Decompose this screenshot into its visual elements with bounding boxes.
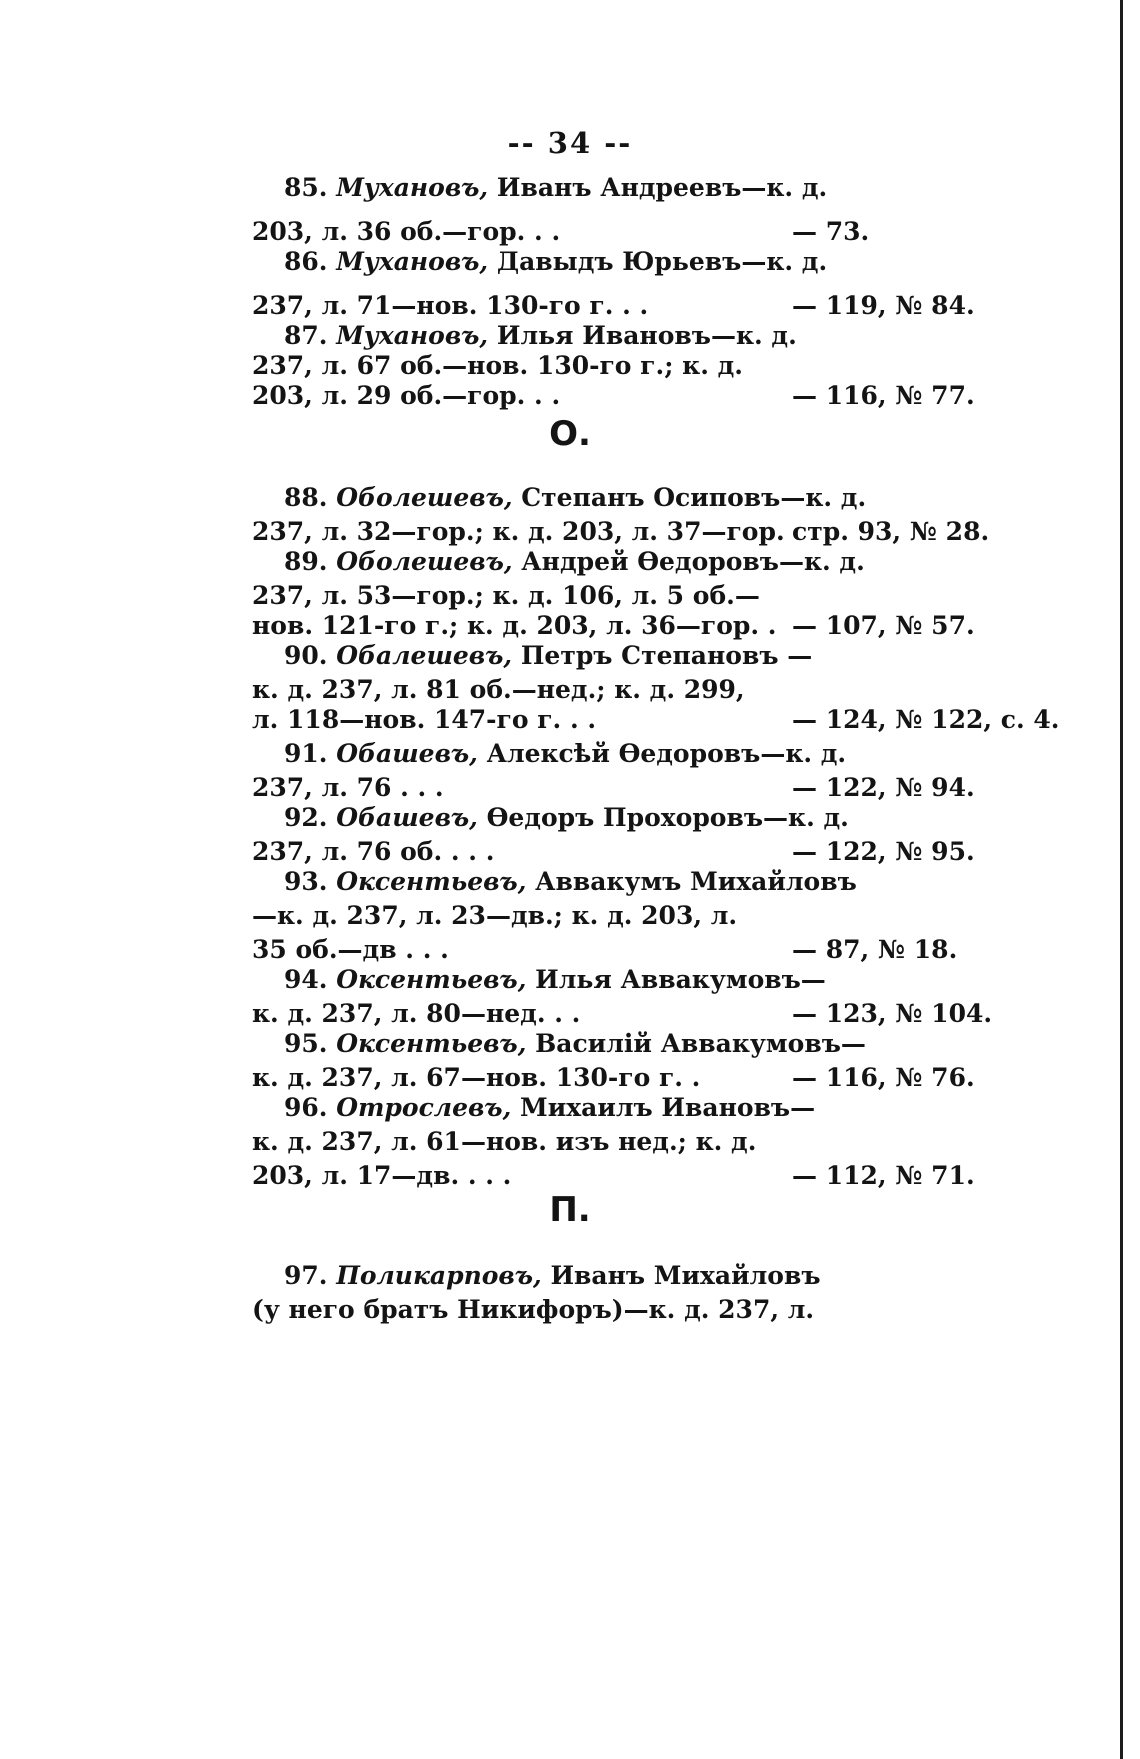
- entry-text: [284, 800, 849, 836]
- entry-text: [284, 244, 827, 280]
- entry-line: [252, 864, 992, 900]
- entry-details: 237, л. 67 об.—нов. 130-го г.; к. д.: [252, 351, 743, 380]
- entry-text: [284, 544, 865, 580]
- entry-surname: Оксентьевъ,: [336, 965, 527, 994]
- entry-text: [284, 638, 812, 674]
- entry-details: Михаилъ Ивановъ—: [511, 1093, 816, 1122]
- entry-details: Василій Аввакумовъ—: [526, 1029, 866, 1058]
- entry-details: Илья Аввакумовъ—: [526, 965, 826, 994]
- entry-details: 237, л. 76 . . .: [252, 773, 444, 802]
- entry-line: [252, 638, 992, 674]
- entry-reference: — 119, № 84.: [792, 291, 975, 320]
- entry-number: 97.: [284, 1261, 337, 1290]
- entry-details: к. д. 237, л. 61—нов. изъ нед.; к. д.: [252, 1127, 757, 1156]
- entry-text: [284, 736, 846, 772]
- page-number: -- 34 --: [507, 126, 633, 160]
- entry-text: [252, 1124, 756, 1160]
- entry-number: 88.: [284, 483, 337, 512]
- entry-line: [252, 1158, 992, 1194]
- entry-details: Андрей Өедоровъ—к. д.: [512, 547, 865, 576]
- entry-line: [252, 244, 992, 280]
- entry-details: Давыдъ Юрьевъ—к. д.: [488, 247, 828, 276]
- entry-line: [252, 1124, 992, 1160]
- entry-details: Иванъ Михайловъ: [541, 1261, 821, 1290]
- entry-text: [284, 1026, 866, 1062]
- entry-text: [252, 898, 737, 934]
- entry-number: 96.: [284, 1093, 337, 1122]
- entry-reference: — 107, № 57.: [792, 611, 975, 640]
- section-letter-heading: О.: [549, 414, 591, 454]
- entry-details: 35 об.—дв . . .: [252, 935, 449, 964]
- entry-surname: Мухановъ,: [336, 321, 489, 350]
- entry-details: к. д. 237, л. 81 об.—нед.; к. д. 299,: [252, 675, 745, 704]
- entry-number: 90.: [284, 641, 337, 670]
- entry-text: [284, 1090, 815, 1126]
- entry-details: к. д. 237, л. 67—нов. 130-го г. .: [252, 1063, 701, 1092]
- entry-details: Иванъ Андреевъ—к. д.: [488, 173, 828, 202]
- entry-line: [252, 378, 992, 414]
- entry-line: [252, 800, 992, 836]
- entry-details: л. 118—нов. 147-го г. . .: [252, 705, 597, 734]
- entry-details: 203, л. 29 об.—гор. . .: [252, 381, 561, 410]
- entry-number: 85.: [284, 173, 337, 202]
- entry-reference: — 116, № 77.: [792, 381, 975, 410]
- entry-text: [252, 1292, 814, 1328]
- section-letter-heading: П.: [549, 1190, 591, 1230]
- entry-line: [252, 702, 1060, 738]
- entry-line: [252, 1292, 992, 1328]
- entry-surname: Оболешевъ,: [336, 547, 513, 576]
- entry-details: —к. д. 237, л. 23—дв.; к. д. 203, л.: [252, 901, 738, 930]
- entry-reference: — 122, № 94.: [792, 773, 975, 802]
- entry-details: 203, л. 17—дв. . . .: [252, 1161, 512, 1190]
- entry-surname: Оксентьевъ,: [336, 867, 527, 896]
- entry-reference: — 122, № 95.: [792, 837, 975, 866]
- entry-number: 89.: [284, 547, 337, 576]
- entry-line: [252, 544, 992, 580]
- page-edge-line: [1120, 0, 1123, 1759]
- entry-details: Петръ Степановъ —: [512, 641, 813, 670]
- entry-line: [252, 898, 992, 934]
- entry-reference: стр. 93, № 28.: [792, 517, 990, 546]
- entry-text: [284, 962, 826, 998]
- entry-line: [252, 736, 992, 772]
- entry-surname: Обашевъ,: [336, 803, 478, 832]
- entry-details: 203, л. 36 об.—гор. . .: [252, 217, 561, 246]
- entry-surname: Обалешевъ,: [336, 641, 513, 670]
- entry-text: [284, 864, 857, 900]
- entry-surname: Мухановъ,: [336, 173, 489, 202]
- entry-reference: — 123, № 104.: [792, 999, 993, 1028]
- entry-number: 93.: [284, 867, 337, 896]
- entry-line: [252, 1258, 992, 1294]
- entry-details: 237, л. 76 об. . . .: [252, 837, 495, 866]
- entry-details: 237, л. 71—нов. 130-го г. . .: [252, 291, 649, 320]
- entry-details: Аввакумъ Михайловъ: [526, 867, 857, 896]
- entry-details: Илья Ивановъ—к. д.: [488, 321, 797, 350]
- entry-text: [252, 1158, 511, 1194]
- entry-line: [252, 962, 992, 998]
- entry-line: [252, 480, 992, 516]
- entry-details: 237, л. 32—гор.; к. д. 203, л. 37—гор.: [252, 517, 785, 546]
- entry-details: Степанъ Осиповъ—к. д.: [512, 483, 867, 512]
- entry-surname: Поликарповъ,: [336, 1261, 542, 1290]
- entry-details: к. д. 237, л. 80—нед. . .: [252, 999, 581, 1028]
- entry-text: [284, 480, 866, 516]
- entry-reference: — 73.: [792, 217, 870, 246]
- entry-surname: Мухановъ,: [336, 247, 489, 276]
- entry-number: 95.: [284, 1029, 337, 1058]
- entry-surname: Оболешевъ,: [336, 483, 513, 512]
- entry-reference: — 112, № 71.: [792, 1161, 975, 1190]
- entry-details: Алексѣй Өедоровъ—к. д.: [477, 739, 847, 768]
- entry-details: (у него братъ Никифоръ)—к. д. 237, л.: [252, 1295, 815, 1324]
- entry-text: [252, 702, 596, 738]
- entry-text: [284, 170, 827, 206]
- entry-reference: — 87, № 18.: [792, 935, 958, 964]
- entry-line: [252, 1090, 992, 1126]
- entry-line: [252, 1026, 992, 1062]
- entry-reference: — 124, № 122, с. 4.: [792, 705, 1060, 734]
- entry-number: 92.: [284, 803, 337, 832]
- entry-number: 87.: [284, 321, 337, 350]
- entry-details: Өедоръ Прохоровъ—к. д.: [477, 803, 849, 832]
- entry-line: [252, 170, 992, 206]
- entry-reference: — 116, № 76.: [792, 1063, 975, 1092]
- entry-number: 86.: [284, 247, 337, 276]
- entry-details: 237, л. 53—гор.; к. д. 106, л. 5 об.—: [252, 581, 760, 610]
- entry-details: нов. 121-го г.; к. д. 203, л. 36—гор. .: [252, 611, 777, 640]
- entry-number: 91.: [284, 739, 337, 768]
- entry-surname: Отрослевъ,: [336, 1093, 512, 1122]
- entry-surname: Оксентьевъ,: [336, 1029, 527, 1058]
- entry-surname: Обашевъ,: [336, 739, 478, 768]
- entry-number: 94.: [284, 965, 337, 994]
- entry-text: [284, 1258, 821, 1294]
- entry-text: [252, 378, 560, 414]
